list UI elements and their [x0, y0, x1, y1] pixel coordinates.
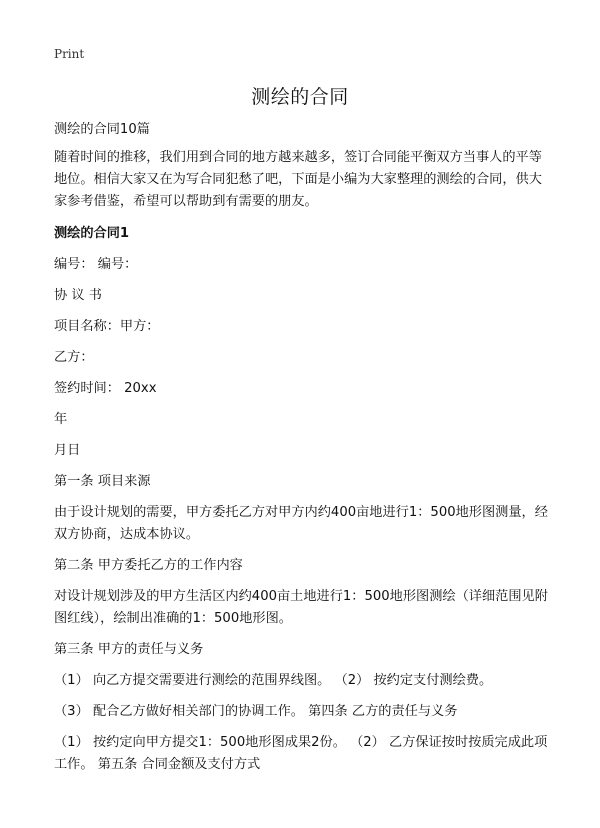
document-body — [54, 119, 554, 785]
article-2-heading: 第二条 甲方委托乙方的工作内容 — [54, 558, 243, 573]
contract-number-line: 编号： 编号： — [54, 257, 138, 272]
article-3-items-1: （1） 向乙方提交需要进行测绘的范围界线图。 （2） 按约定支付测绘费。 — [54, 673, 493, 688]
agreement-heading: 协 议 书 — [54, 288, 102, 303]
article-4-items: （1） 按约定向甲方提交1：500地形图成果2份。 （2） 乙方保证按时按质完成此项工作。 第五条 合同金额及支付方式 — [54, 735, 548, 772]
section-heading: 测绘的合同1 — [54, 226, 130, 241]
article-3-items-2: （3） 配合乙方做好相关部门的协调工作。 第四条 乙方的责任与义务 — [54, 704, 458, 719]
month-day-line: 月日 — [54, 443, 81, 458]
document-title: 测绘的合同 — [251, 86, 349, 108]
signing-time-line: 签约时间： 20xx — [54, 381, 157, 396]
intro-paragraph: 随着时间的推移，我们用到合同的地方越来越多，签订合同能平衡双方当事人的平等地位。相信大家又在为写合同犯愁了吧，下面是小编为大家整理的测绘的合同，供大家参考借鉴，希望可以帮助到有需要的朋友。 — [54, 150, 542, 209]
year-line: 年 — [54, 412, 68, 427]
article-1-body: 由于设计规划的需要，甲方委托乙方对甲方内约400亩地进行1：500地形图测量，经双方协商，达成本协议。 — [54, 505, 548, 542]
print-label: Print — [54, 47, 85, 61]
article-3-heading: 第三条 甲方的责任与义务 — [54, 642, 204, 657]
article-2-body: 对设计规划涉及的甲方生活区内约400亩土地进行1：500地形图测绘（详细范围见附图红线），绘制出准确的1：500地形图。 — [54, 589, 548, 626]
article-1-heading: 第一条 项目来源 — [54, 474, 151, 489]
document-subtitle: 测绘的合同10篇 — [54, 122, 150, 137]
party-b-line: 乙方： — [54, 350, 94, 365]
project-name-line: 项目名称：甲方： — [54, 319, 160, 334]
